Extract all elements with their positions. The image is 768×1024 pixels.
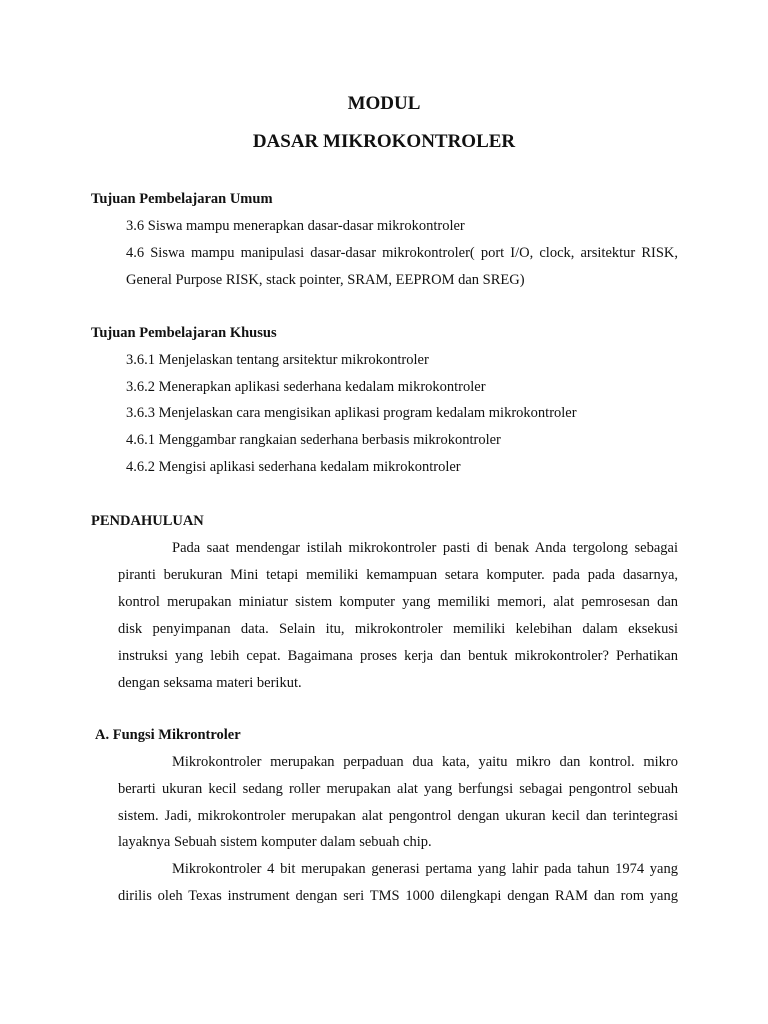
section-a-line: Mikrokontroler 4 bit merupakan generasi pertama yang lahir pada tahun 1974 yang xyxy=(172,861,678,877)
pendahuluan-line: piranti berukuran Mini tetapi memiliki kemampuan setara komputer. pada pada dasarnya, xyxy=(118,567,678,583)
section-a-line: berarti ukuran kecil sedang roller merupakan alat yang berfungsi sebagai pengontrol sebuah xyxy=(118,781,678,797)
tujuan-khusus-item: 3.6.3 Menjelaskan cara mengisikan aplikasi program kedalam mikrokontroler xyxy=(126,405,577,421)
section-a-line: Mikrokontroler merupakan perpaduan dua kata, yaitu mikro dan kontrol. mikro xyxy=(172,754,678,770)
section-a-line: layaknya Sebuah sistem komputer dalam sebuah chip. xyxy=(118,834,432,850)
pendahuluan-line: dengan seksama materi berikut. xyxy=(118,675,302,691)
tujuan-khusus-heading: Tujuan Pembelajaran Khusus xyxy=(91,325,277,341)
section-a-line: sistem. Jadi, mikrokontroler merupakan alat pengontrol dengan ukuran kecil dan terintegrasi xyxy=(118,808,678,824)
pendahuluan-line: disk penyimpanan data. Selain itu, mikrokontroler memiliki kelebihan dalam eksekusi xyxy=(118,621,678,637)
tujuan-umum-item: General Purpose RISK, stack pointer, SRAM, EEPROM dan SREG) xyxy=(126,272,525,288)
pendahuluan-line: Pada saat mendengar istilah mikrokontroler pasti di benak Anda tergolong sebagai xyxy=(172,540,678,556)
tujuan-umum-heading: Tujuan Pembelajaran Umum xyxy=(91,191,273,207)
tujuan-khusus-item: 3.6.2 Menerapkan aplikasi sederhana kedalam mikrokontroler xyxy=(126,379,486,395)
tujuan-khusus-item: 4.6.1 Menggambar rangkaian sederhana berbasis mikrokontroler xyxy=(126,432,501,448)
tujuan-khusus-item: 3.6.1 Menjelaskan tentang arsitektur mikrokontroler xyxy=(126,352,429,368)
section-a-heading: A. Fungsi Mikrontroler xyxy=(95,727,241,743)
document-title: MODUL xyxy=(347,93,421,114)
tujuan-umum-item: 4.6 Siswa mampu manipulasi dasar-dasar mikrokontroler( port I/O, clock, arsitektur RISK, xyxy=(126,245,678,261)
pendahuluan-line: instruksi yang lebih cepat. Bagaimana proses kerja dan bentuk mikrokontroler? Perhatikan xyxy=(118,648,678,664)
document-subtitle: DASAR MIKROKONTROLER xyxy=(252,131,516,152)
section-a-line: dirilis oleh Texas instrument dengan seri TMS 1000 dilengkapi dengan RAM dan rom yang xyxy=(118,888,678,904)
tujuan-khusus-item: 4.6.2 Mengisi aplikasi sederhana kedalam mikrokontroler xyxy=(126,459,461,475)
tujuan-umum-item: 3.6 Siswa mampu menerapkan dasar-dasar mikrokontroler xyxy=(126,218,465,234)
pendahuluan-heading: PENDAHULUAN xyxy=(91,513,204,529)
pendahuluan-line: kontrol merupakan miniatur sistem komputer yang memiliki memori, alat pemrosesan dan xyxy=(118,594,678,610)
